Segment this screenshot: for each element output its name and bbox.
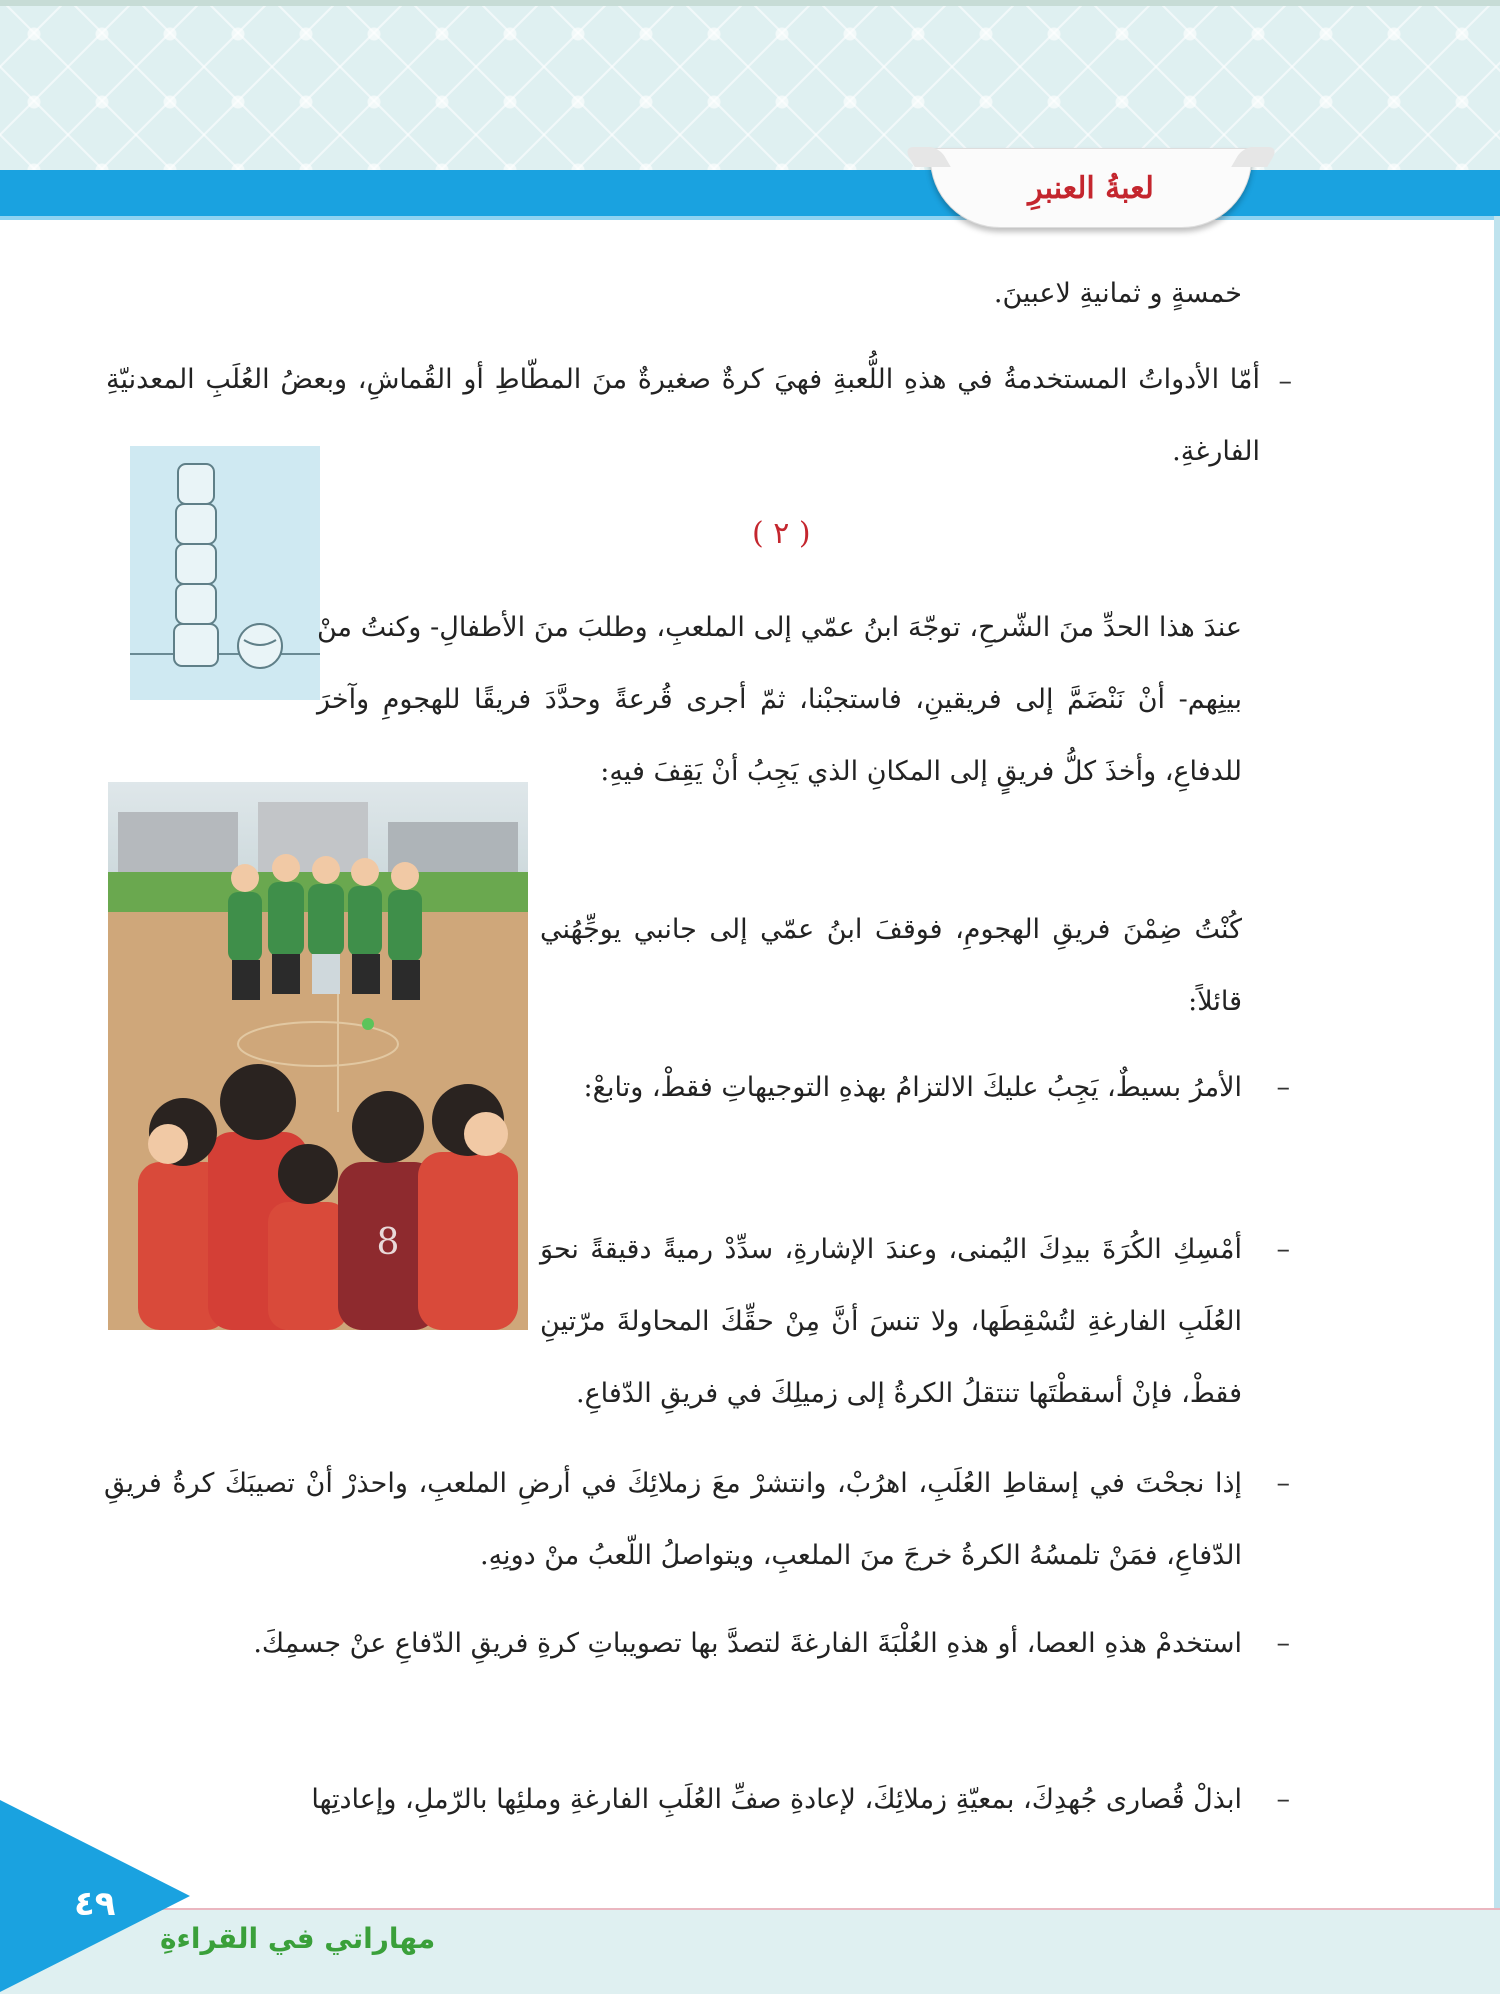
- bullet-dash: –: [1276, 1234, 1290, 1265]
- cans-stack-illustration: [130, 446, 320, 700]
- lesson-title-tab: [930, 148, 1252, 228]
- bullet-dash: –: [1276, 1072, 1290, 1103]
- paragraph-3: عندَ هذا الحدِّ منَ الشّرحِ، توجّهَ ابنُ عمّي إلى الملعبِ، وطلبَ منَ الأطفالِ- وكنتُ منْ بينِهم- أنْ نَنْضَمَّ إلى فريقينِ، فاستجبْنا، ثمّ أجرى قُرعةً وحدَّدَ فريقًا للهجومِ وآخرَ للدفاعِ، وأخذَ كلُّ فريقٍ إلى المكانِ الذي يَجِبُ أنْ يَقِفَ فيهِ:: [317, 612, 1242, 787]
- bullet-dash: –: [1276, 1784, 1290, 1815]
- header-blue-bar: [0, 170, 1500, 220]
- paragraph-5: الأمرُ بسيطٌ، يَجِبُ عليكَ الالتزامُ بهذهِ التوجيهاتِ فقطْ، وتابعْ:: [583, 1072, 1242, 1103]
- paragraph-1: خمسةٍ و ثمانيةِ لاعبينَ.: [993, 278, 1242, 309]
- paragraph-4: كُنْتُ ضِمْنَ فريقِ الهجومِ، فوقفَ ابنُ عمّي إلى جانبي يوجِّهُني قائلاً:: [540, 914, 1242, 1017]
- paragraph-6: أمْسِكِ الكُرَةَ بيدِكَ اليُمنى، وعندَ الإشارةِ، سدِّدْ رميةً دقيقةً نحوَ العُلَبِ الفارغةِ لتُسْقِطَها، ولا تنسَ أنَّ مِنْ حقِّكَ المحاولةَ مرّتينِ فقطْ، فإنْ أسقطْتَها تنتقلُ الكرةُ إلى زميلِكَ في فريقِ الدّفاعِ.: [540, 1234, 1242, 1409]
- lesson-title: لعبةُ العنبرِ: [1028, 170, 1154, 206]
- cans-stack-icon: [130, 446, 320, 700]
- paragraph-8: استخدمْ هذهِ العصا، أو هذهِ العُلْبَةَ الفارغةَ لتصدَّ بها تصويباتِ كرةِ فريقِ الدّفاعِ عنْ جسمِكَ.: [253, 1628, 1242, 1659]
- children-playing-illustration: [108, 782, 528, 1330]
- page-number: ٤٩: [74, 1884, 116, 1924]
- bullet-dash: –: [1276, 1468, 1290, 1499]
- bullet-dash: –: [1276, 1628, 1290, 1659]
- paragraph-9: ابذلْ قُصارى جُهدِكَ، بمعيّةِ زملائِكَ، لإعادةِ صفِّ العُلَبِ الفارغةِ وملئِها بالرّملِ، وإعادتِها: [311, 1784, 1242, 1815]
- paragraph-2: أمّا الأدواتُ المستخدمةُ في هذهِ اللُّعبةِ فهيَ كرةٌ صغيرةٌ منَ المطّاطِ أو القُماشِ، وبعضُ العُلَبِ المعدنيّةِ الفارغةِ.: [106, 364, 1260, 467]
- bullet-dash: –: [1278, 366, 1292, 397]
- header-pattern: [0, 0, 1500, 172]
- top-rule: [0, 0, 1500, 6]
- section-number: ( ٢ ): [752, 516, 811, 551]
- children-playing-icon: [108, 782, 528, 1330]
- book-title: مهاراتي في القراءةِ: [160, 1922, 436, 1955]
- paragraph-7: إذا نجحْتَ في إسقاطِ العُلَبِ، اهرُبْ، وانتشرْ معَ زملائِكَ في أرضِ الملعبِ، واحذرْ أنْ تصيبَكَ كرةُ فريقِ الدّفاعِ، فمَنْ تلمسُهُ الكرةُ خرجَ منَ الملعبِ، ويتواصلُ اللّعبُ منْ دونِهِ.: [104, 1468, 1242, 1571]
- shirt-number: 8: [376, 1222, 400, 1263]
- page-frame-edge: [1494, 216, 1500, 1916]
